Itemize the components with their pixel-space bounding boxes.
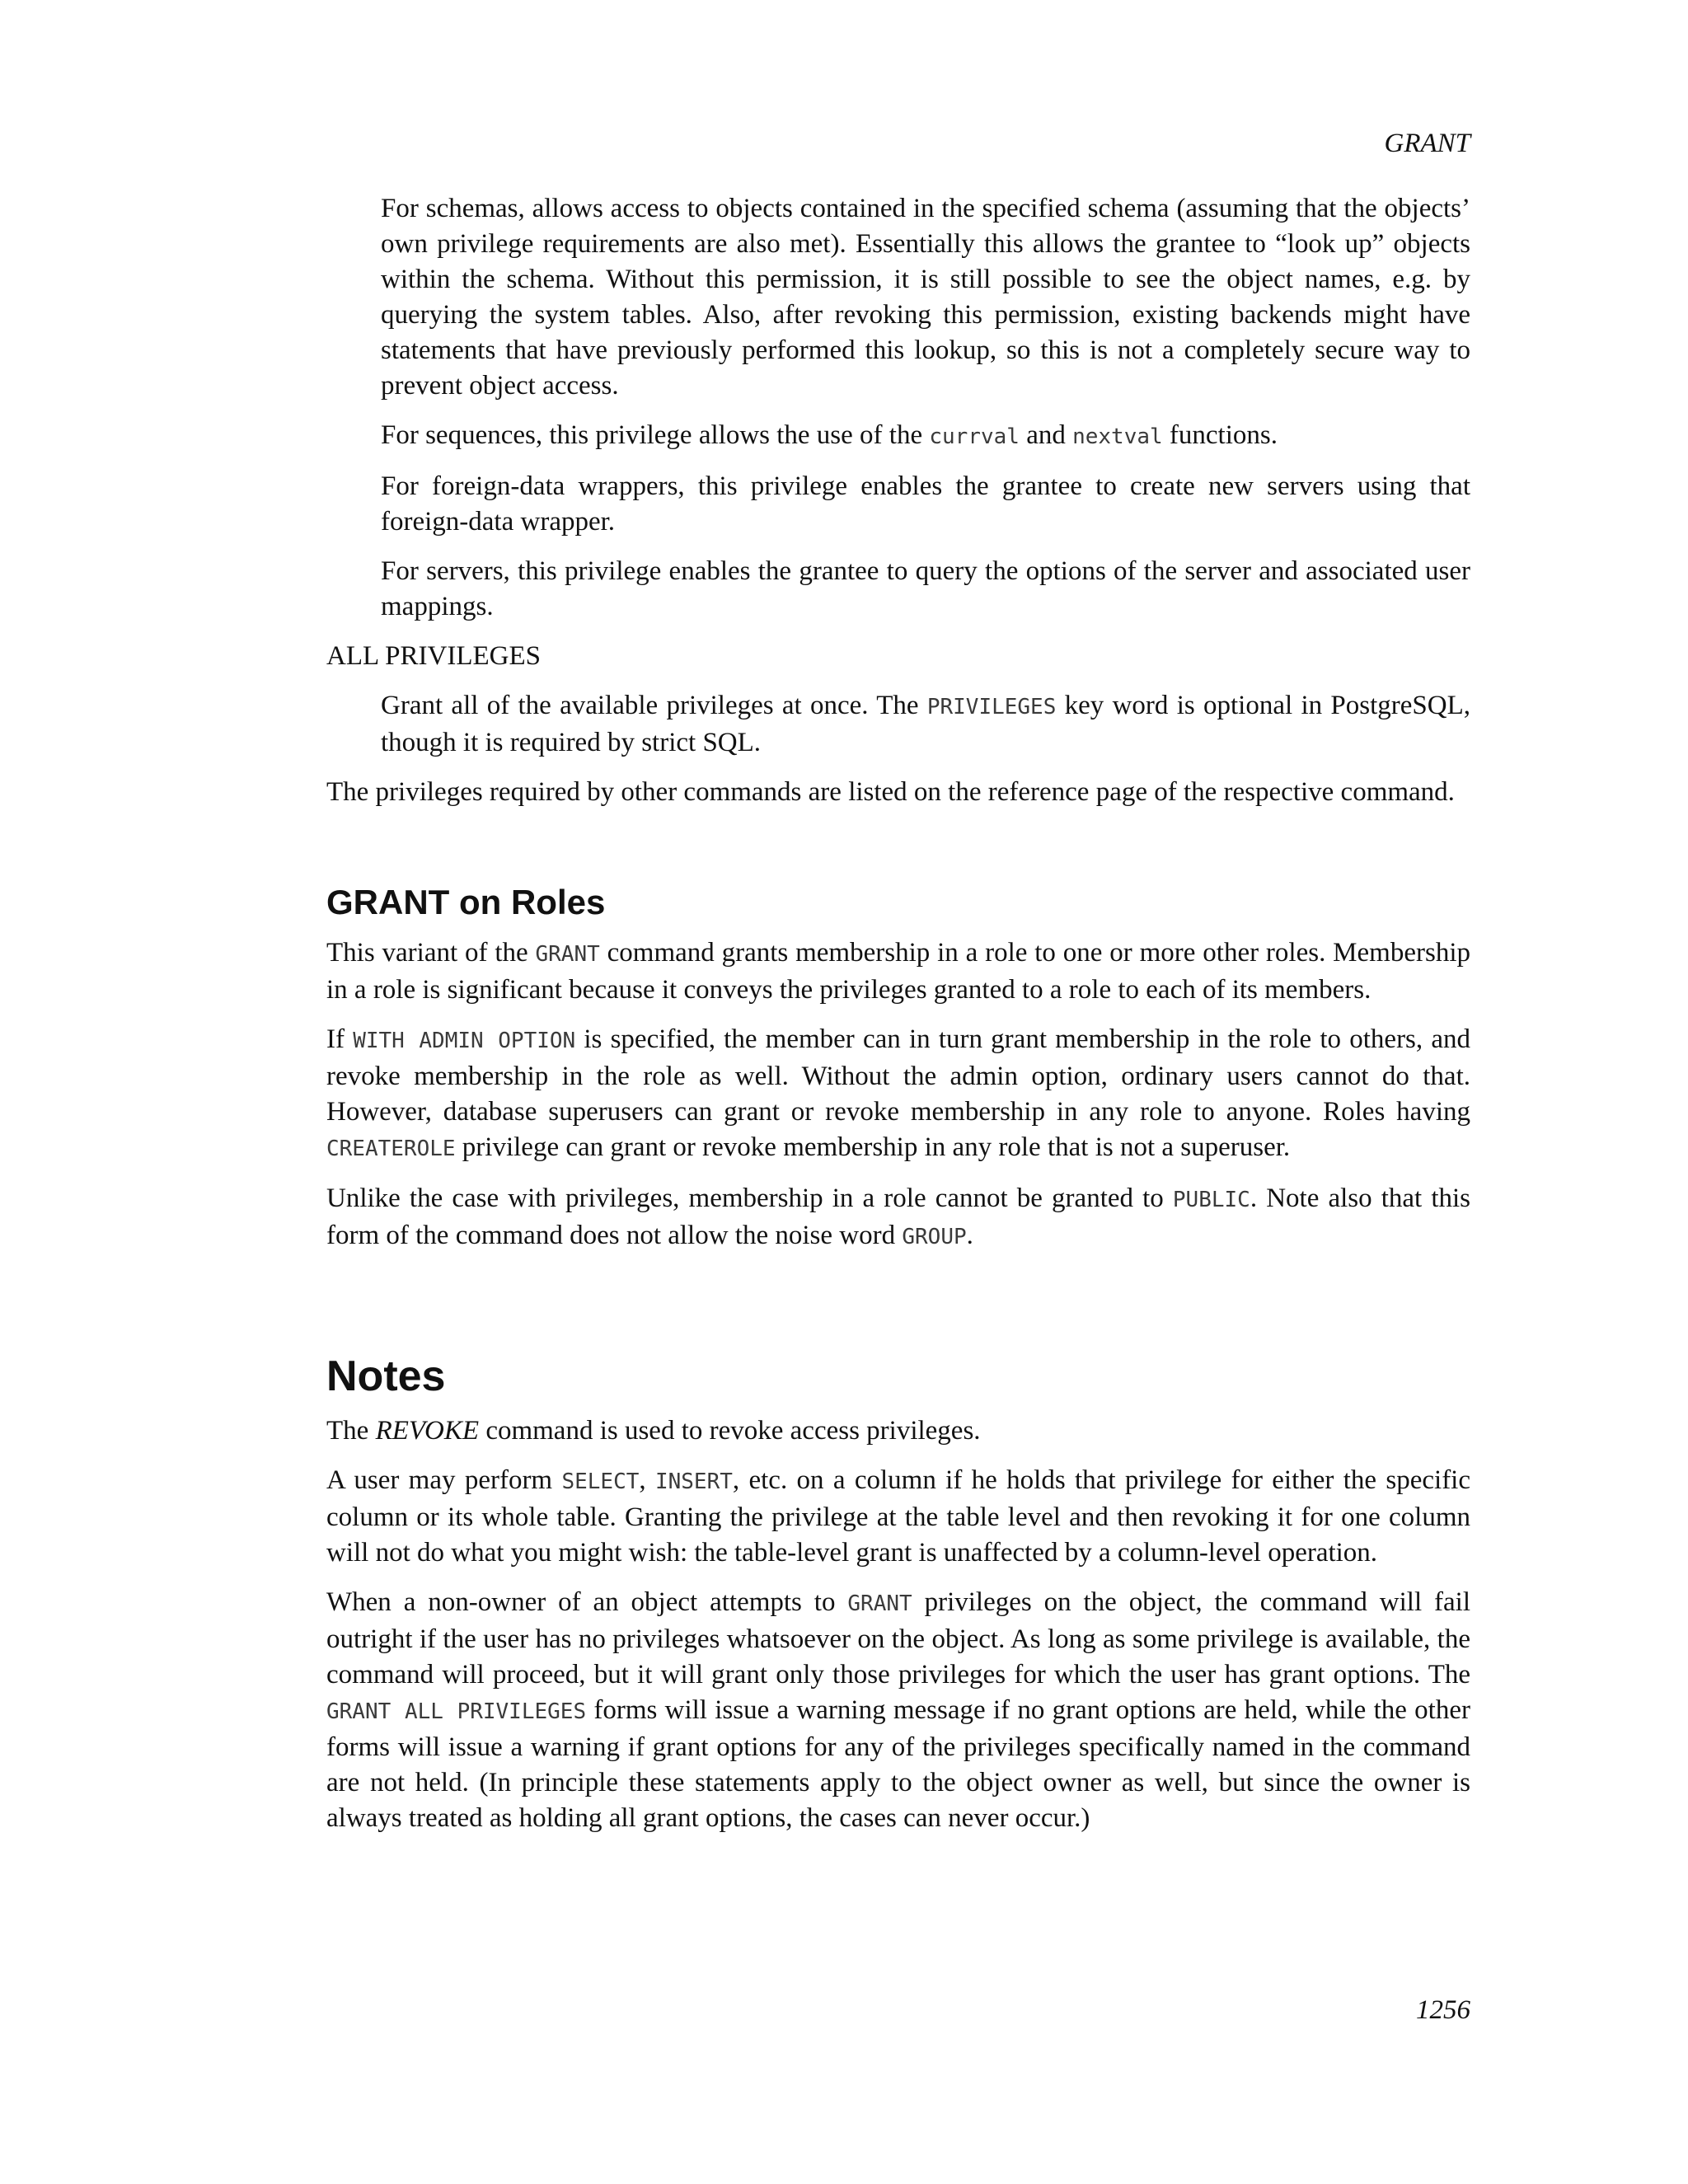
paragraph-text: , etc. on a column if he holds that privilege for either the specific column or its whole table. Granting the privilege at the table level and then revoking it for one column will not do what you might wish: the table-level grant is unaffected by a column-level operation. — [326, 1465, 1470, 1568]
paragraph-text: This variant of the — [326, 938, 536, 968]
paragraph-text: Unlike the case with privileges, membership in a role cannot be granted to — [326, 1183, 1173, 1213]
paragraph-text: Grant all of the available privileges at once. The — [381, 691, 927, 720]
paragraph-text: forms will issue a warning message if no grant options are held, while the other forms will issue a warning if grant options for any of the privileges specifically named in the command are not held. (In principle these statements apply to the object owner as well, but since the owner is always treated as holding all grant options, the cases can never occur.) — [326, 1695, 1470, 1833]
paragraph-text: command is used to revoke access privileges. — [479, 1416, 981, 1446]
paragraph-text: , — [639, 1465, 655, 1495]
page-number: 1256 — [1416, 1995, 1470, 2025]
code-select: SELECT — [561, 1469, 640, 1494]
code-public: PUBLIC — [1172, 1188, 1250, 1212]
code-grant: GRANT — [535, 942, 600, 967]
page-content — [326, 191, 1470, 1836]
roles-paragraph-2 — [326, 1022, 1470, 1167]
paragraph-text: . — [966, 1221, 973, 1250]
paragraph-text: privilege can grant or revoke membership in any role that is not a superuser. — [455, 1132, 1291, 1162]
paragraph-text: If — [326, 1024, 354, 1054]
running-header: GRANT — [1384, 129, 1470, 158]
all-privileges-paragraph — [326, 688, 1470, 761]
paragraph-text: command grants membership in a role to one or more other roles. Membership in a role is significant because it conveys the privileges granted to a role to each of its members. — [326, 938, 1470, 1005]
usage-servers-paragraph: For servers, this privilege enables the grantee to query the options of the server and associated user mappings. — [381, 556, 1470, 621]
code-group: GROUP — [902, 1225, 967, 1249]
code-grant: GRANT — [847, 1591, 912, 1616]
usage-fdw-paragraph: For foreign-data wrappers, this privilege enables the grantee to create new servers using that foreign-data wrapper. — [381, 471, 1470, 537]
usage-schemas-paragraph — [326, 191, 1470, 404]
paragraph-text: For sequences, this privilege allows the use of the — [381, 420, 930, 450]
section-heading-notes: Notes — [326, 1352, 446, 1400]
notes-paragraph-1 — [326, 1413, 1470, 1449]
code-nextval: nextval — [1072, 424, 1163, 449]
privileges-note-paragraph: The privileges required by other commands are listed on the reference page of the respective command. — [326, 777, 1455, 807]
term-all-privileges: ALL PRIVILEGES — [326, 641, 542, 671]
code-with-admin-option: WITH ADMIN OPTION — [353, 1029, 576, 1053]
notes-paragraph-2 — [326, 1463, 1470, 1571]
paragraph-text: A user may perform — [326, 1465, 562, 1495]
code-grant-all-privileges: GRANT ALL PRIVILEGES — [326, 1699, 587, 1724]
roles-paragraph-3 — [326, 1181, 1470, 1255]
paragraph-text: For schemas, allows access to objects contained in the specified schema (assuming that the objects’ own privilege requirements are also met). Essentially this allows the grantee to “look up” objects within the schema. Without this permission, it is still possible to see the object names, e.g. by querying the system tables. Also, after revoking this permission, existing backends might have statements that have previously performed this lookup, so this is not a completely secure way to prevent object access. — [381, 194, 1470, 401]
paragraph-text: . Note also that this form of the command does not allow the noise word — [326, 1183, 1470, 1250]
paragraph-text: functions. — [1162, 420, 1278, 450]
notes-paragraph-3 — [326, 1585, 1470, 1836]
paragraph-text: key word is optional in PostgreSQL, though it is required by strict SQL. — [381, 691, 1470, 757]
code-privileges: PRIVILEGES — [926, 695, 1057, 719]
paragraph-text: The — [326, 1416, 376, 1446]
section-heading-grant-on-roles: GRANT on Roles — [326, 883, 606, 921]
revoke-reference: REVOKE — [375, 1416, 480, 1446]
code-insert: INSERT — [654, 1469, 733, 1494]
paragraph-text: When a non-owner of an object attempts to — [326, 1587, 848, 1617]
code-createrole: CREATEROLE — [326, 1137, 456, 1161]
paragraph-text: privileges on the object, the command will fail outright if the user has no privileges whatsoever on the object. As long as some privilege is available, the command will proceed, but it will grant only those privileges for which the user has grant options. The — [326, 1587, 1470, 1690]
roles-paragraph-1 — [326, 935, 1470, 1008]
usage-sequences-paragraph — [326, 418, 1470, 455]
paragraph-text: and — [1019, 420, 1073, 450]
paragraph-text: is specified, the member can in turn grant membership in the role to others, and revoke membership in the role as well. Without the admin option, ordinary users cannot do that. However, database superusers can grant or revoke membership in any role to anyone. Roles having — [326, 1024, 1470, 1127]
code-currval: currval — [929, 424, 1020, 449]
